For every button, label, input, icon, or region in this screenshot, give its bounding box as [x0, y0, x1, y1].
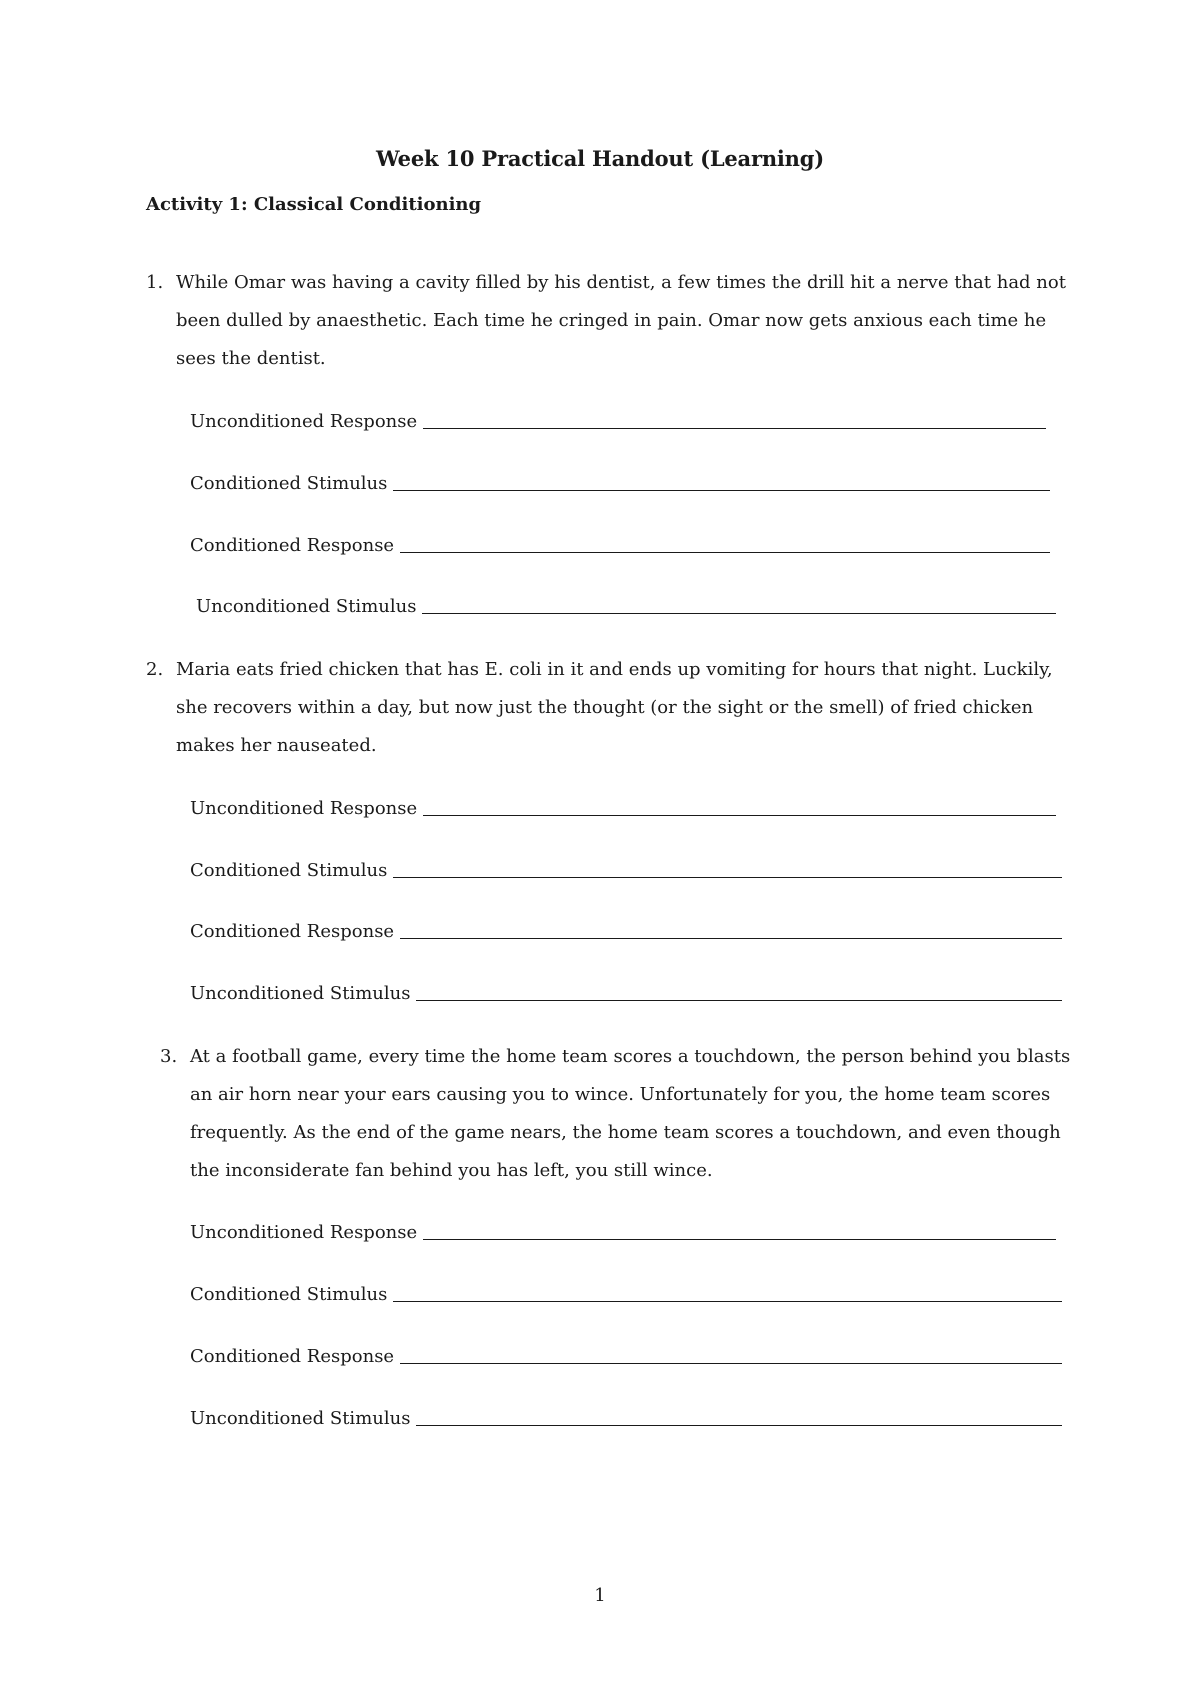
answer-blank-line[interactable] — [393, 877, 1062, 878]
answer-blank-line[interactable] — [416, 1425, 1062, 1426]
answer-label: Conditioned Response — [190, 1346, 395, 1367]
question-line: the inconsiderate fan behind you has left, you still wince. — [190, 1160, 713, 1181]
answer-blank-line[interactable] — [423, 428, 1046, 429]
answer-label: Unconditioned Stimulus — [196, 596, 417, 617]
answer-row-unconditioned-response — [190, 1219, 1056, 1243]
answer-row-conditioned-stimulus — [190, 1281, 1062, 1305]
question-line: an air horn near your ears causing you to wince. Unfortunately for you, the home team scores — [190, 1084, 1051, 1105]
answer-blank-line[interactable] — [400, 938, 1062, 939]
answer-row-unconditioned-stimulus — [190, 1405, 1062, 1429]
answer-label: Unconditioned Stimulus — [190, 1408, 411, 1429]
question-line: frequently. As the end of the game nears, the home team scores a touchdown, and even though — [190, 1122, 1061, 1143]
question-line: Maria eats fried chicken that has E. coli in it and ends up vomiting for hours that night. Luckily, — [176, 659, 1053, 680]
answer-label: Unconditioned Response — [190, 798, 418, 819]
question-text — [190, 1038, 1070, 1190]
answer-blank-line[interactable] — [423, 1239, 1056, 1240]
question-line: While Omar was having a cavity filled by his dentist, a few times the drill hit a nerve that had not — [176, 272, 1066, 293]
answer-row-conditioned-response — [190, 532, 1050, 556]
activity-heading: Activity 1: Classical Conditioning — [146, 194, 482, 215]
question-text — [176, 264, 1066, 378]
answer-blank-line[interactable] — [393, 490, 1050, 491]
answer-row-unconditioned-response — [190, 408, 1046, 432]
question-number: 2. — [146, 659, 164, 680]
answer-label: Conditioned Response — [190, 921, 395, 942]
question-line: sees the dentist. — [176, 348, 326, 369]
answer-label: Unconditioned Response — [190, 411, 418, 432]
answer-blank-line[interactable] — [416, 1000, 1062, 1001]
page-number: 1 — [594, 1585, 606, 1606]
answer-row-conditioned-stimulus — [190, 857, 1062, 881]
answer-row-unconditioned-stimulus — [196, 593, 1056, 617]
answer-label: Conditioned Response — [190, 535, 395, 556]
answer-label: Conditioned Stimulus — [190, 1284, 388, 1305]
answer-row-conditioned-response — [190, 1343, 1062, 1367]
answer-row-conditioned-stimulus — [190, 470, 1050, 494]
answer-blank-line[interactable] — [423, 815, 1056, 816]
answer-label: Conditioned Stimulus — [190, 860, 388, 881]
answer-blank-line[interactable] — [400, 552, 1050, 553]
answer-row-unconditioned-response — [190, 795, 1056, 819]
question-text — [176, 651, 1053, 765]
question-line: been dulled by anaesthetic. Each time he cringed in pain. Omar now gets anxious each time he — [176, 310, 1047, 331]
question-line: she recovers within a day, but now just the thought (or the sight or the smell) of fried chicken — [176, 697, 1034, 718]
answer-blank-line[interactable] — [393, 1301, 1062, 1302]
question-number: 3. — [160, 1046, 178, 1067]
answer-blank-line[interactable] — [422, 613, 1056, 614]
question-number: 1. — [146, 272, 164, 293]
answer-blank-line[interactable] — [400, 1363, 1062, 1364]
question-line: makes her nauseated. — [176, 735, 377, 756]
question-line: At a football game, every time the home team scores a touchdown, the person behind you blasts — [190, 1046, 1071, 1067]
answer-label: Unconditioned Stimulus — [190, 983, 411, 1004]
answer-row-unconditioned-stimulus — [190, 980, 1062, 1004]
answer-label: Conditioned Stimulus — [190, 473, 388, 494]
answer-label: Unconditioned Response — [190, 1222, 418, 1243]
page-title: Week 10 Practical Handout (Learning) — [376, 146, 824, 171]
answer-row-conditioned-response — [190, 918, 1062, 942]
